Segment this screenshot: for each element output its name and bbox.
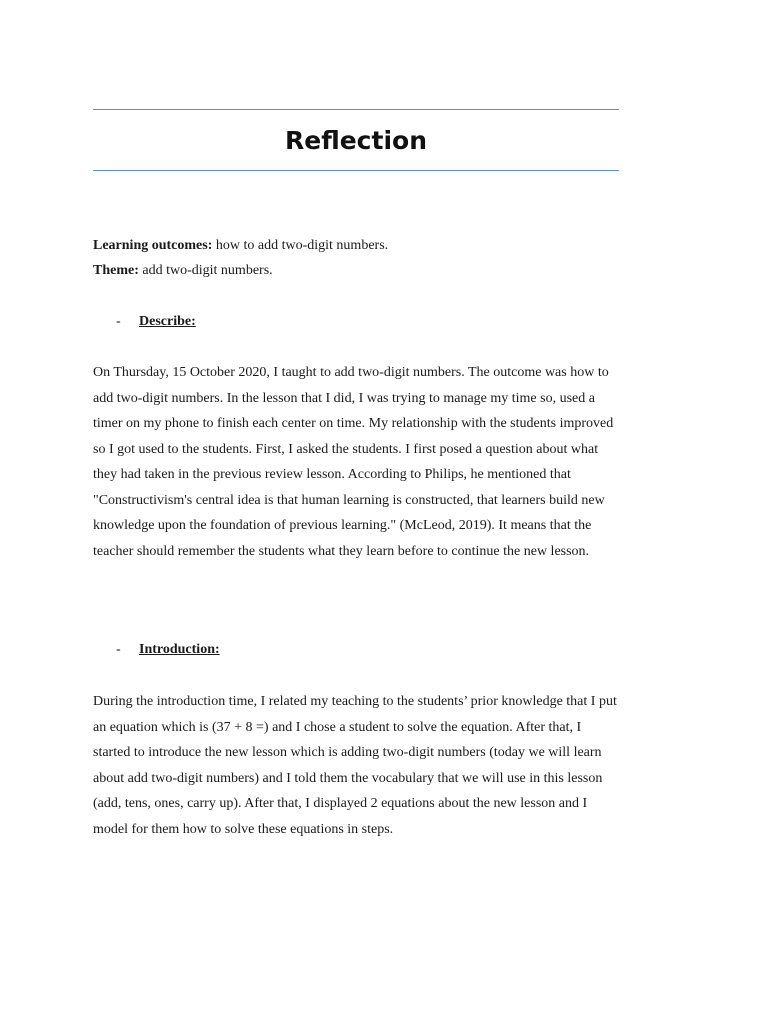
paragraph-line: started to introduce the new lesson which is adding two-digit numbers (today we will learn: [93, 745, 602, 760]
describe-paragraph: [93, 360, 613, 564]
theme-line: [93, 261, 273, 281]
section-heading-label: Describe:: [139, 314, 196, 329]
theme-value: add two-digit numbers.: [142, 263, 273, 278]
paragraph-line: they had taken in the previous review lesson. According to Philips, he mentioned that: [93, 467, 571, 482]
paragraph-line: an equation which is (37 + 8 =) and I chose a student to solve the equation. After that, I: [93, 719, 582, 735]
paragraph-line: about add two-digit numbers) and I told them the vocabulary that we will use in this lesson: [93, 770, 603, 786]
bullet-dash: -: [116, 642, 121, 657]
introduction-paragraph: [93, 689, 617, 842]
learning-outcomes-value: how to add two-digit numbers.: [215, 238, 389, 253]
theme-label: Theme:: [93, 263, 139, 278]
title-bottom-rule: [93, 170, 619, 171]
section-heading-introduction: [116, 640, 220, 660]
title-top-rule: [93, 109, 619, 110]
bullet-dash: -: [116, 314, 121, 329]
paragraph-line: add two-digit numbers. In the lesson that I did, I was trying to manage my time so, used a: [93, 390, 595, 406]
learning-outcomes-line: [93, 236, 388, 256]
section-heading-label: Introduction:: [139, 642, 220, 657]
paragraph-line: model for them how to solve these equations in steps.: [93, 821, 394, 837]
paragraph-line: timer on my phone to finish each center on time. My relationship with the students improved: [93, 416, 614, 431]
learning-outcomes-label: Learning outcomes:: [93, 238, 213, 253]
page-title: Reflection: [284, 126, 427, 155]
section-heading-describe: [116, 312, 196, 332]
paragraph-line: knowledge upon the foundation of previous learning." (McLeod, 2019). It means that the: [93, 518, 592, 533]
paragraph-line: During the introduction time, I related my teaching to the students’ prior knowledge that I put: [93, 694, 617, 709]
paragraph-line: On Thursday, 15 October 2020, I taught to add two-digit numbers. The outcome was how to: [93, 365, 609, 380]
paragraph-line: teacher should remember the students what they learn before to continue the new lesson.: [93, 543, 590, 559]
paragraph-line: (add, tens, ones, carry up). After that, I displayed 2 equations about the new lesson and I: [93, 796, 588, 811]
paragraph-line: "Constructivism's central idea is that human learning is constructed, that learners build new: [93, 492, 605, 508]
paragraph-line: so I got used to the students. First, I asked the students. I first posed a question about what: [93, 441, 599, 457]
